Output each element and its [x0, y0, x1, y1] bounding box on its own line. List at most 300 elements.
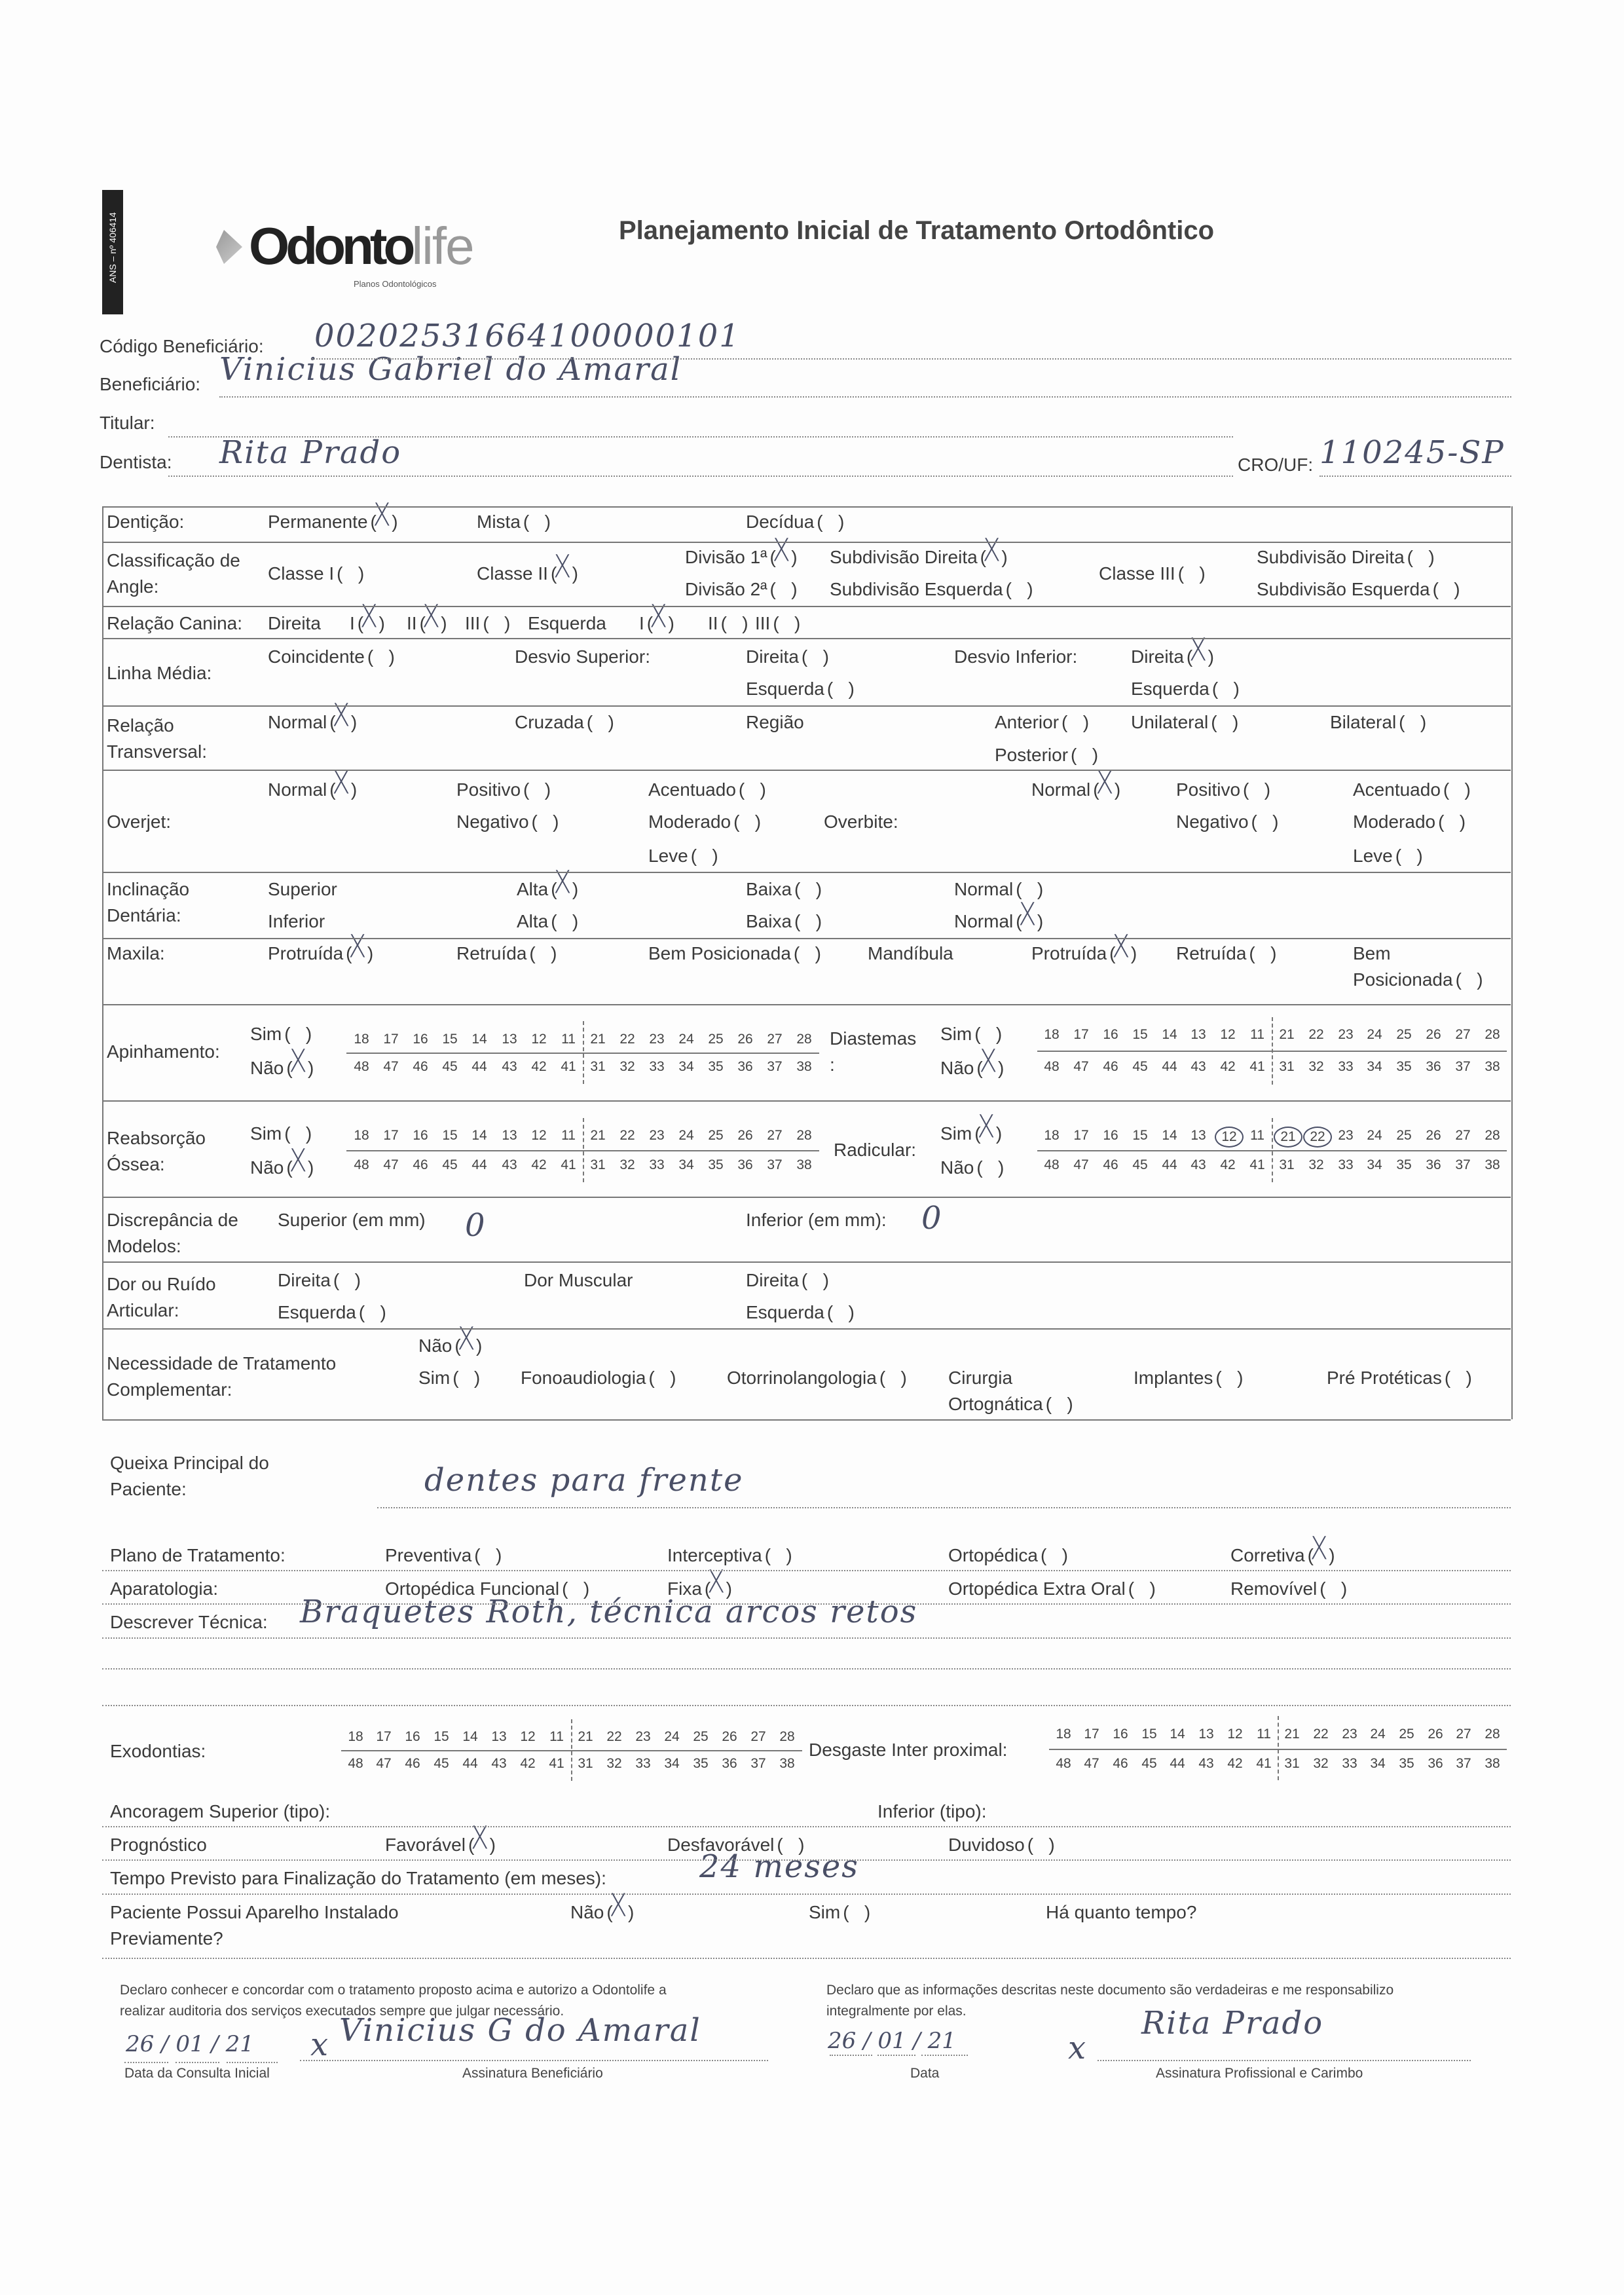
exodontias-tooth-18[interactable]: 18 — [348, 1729, 363, 1744]
reabsorcao-tooth-15[interactable]: 15 — [442, 1128, 458, 1143]
reabsorcao-tooth-45[interactable]: 45 — [442, 1157, 458, 1172]
desgaste-tooth-25[interactable]: 25 — [1399, 1726, 1414, 1742]
desgaste-tooth-15[interactable]: 15 — [1141, 1726, 1157, 1742]
radicular-tooth-34[interactable]: 34 — [1367, 1157, 1382, 1172]
maxila-retruida-option[interactable] — [456, 941, 557, 967]
overjet-moderado-option[interactable] — [648, 809, 761, 835]
apinhamento-tooth-22[interactable]: 22 — [619, 1032, 635, 1047]
diastemas-nao-checkbox[interactable] — [976, 1055, 1004, 1081]
desgaste-tooth-48[interactable]: 48 — [1056, 1756, 1071, 1771]
plano-preventiva-option[interactable] — [385, 1542, 502, 1569]
exodontias-tooth-48[interactable]: 48 — [348, 1756, 363, 1771]
desgaste-tooth-34[interactable]: 34 — [1370, 1756, 1386, 1771]
diastemas-tooth-43[interactable]: 43 — [1190, 1059, 1206, 1074]
maxila-retruida-checkbox[interactable] — [529, 941, 557, 967]
exodontias-tooth-37[interactable]: 37 — [750, 1756, 766, 1771]
necessidade-fono-checkbox[interactable] — [649, 1365, 676, 1391]
radicular-tooth-35[interactable]: 35 — [1396, 1157, 1412, 1172]
apinhamento-tooth-11[interactable]: 11 — [561, 1032, 576, 1047]
dor-direita-checkbox[interactable] — [333, 1267, 361, 1294]
apinhamento-tooth-32[interactable]: 32 — [619, 1059, 635, 1074]
inclinacao-inf-normal-option[interactable] — [954, 908, 1043, 935]
overbite-leve-option[interactable] — [1353, 843, 1423, 869]
plano-ortopedica-checkbox[interactable] — [1041, 1542, 1068, 1569]
apinhamento-tooth-12[interactable]: 12 — [531, 1032, 547, 1047]
diastemas-tooth-45[interactable]: 45 — [1132, 1059, 1148, 1074]
inclinacao-inf-baixa-checkbox[interactable] — [794, 908, 822, 935]
exodontias-tooth-23[interactable]: 23 — [635, 1729, 651, 1744]
overbite-acentuado-checkbox[interactable] — [1443, 777, 1471, 803]
dor-esquerda-checkbox[interactable] — [359, 1299, 386, 1326]
necessidade-cirurgia-checkbox[interactable] — [1046, 1391, 1073, 1417]
exodontias-tooth-26[interactable]: 26 — [722, 1729, 737, 1744]
necessidade-sim-checkbox[interactable] — [452, 1365, 480, 1391]
aparelho-nao-option[interactable] — [570, 1899, 634, 1926]
reabsorcao-nao-checkbox[interactable] — [286, 1155, 314, 1181]
aparelho-sim-option[interactable] — [809, 1899, 870, 1926]
angle-div1-checkbox[interactable] — [770, 544, 798, 570]
transversal-posterior-checkbox[interactable] — [1071, 742, 1098, 768]
diastemas-tooth-17[interactable]: 17 — [1073, 1027, 1089, 1042]
exodontias-tooth-31[interactable]: 31 — [578, 1756, 593, 1771]
canina-e2-option[interactable] — [708, 610, 748, 637]
canina-d2-checkbox[interactable] — [420, 610, 447, 637]
maxila-m-bem-option[interactable] — [1353, 941, 1483, 993]
linha-inf-dir-checkbox[interactable] — [1187, 644, 1214, 670]
aparatologia-extra-option[interactable] — [948, 1576, 1156, 1602]
radicular-tooth-11[interactable]: 11 — [1250, 1128, 1264, 1143]
reabsorcao-tooth-16[interactable]: 16 — [413, 1128, 428, 1143]
reabsorcao-tooth-23[interactable]: 23 — [649, 1128, 665, 1143]
radicular-tooth-24[interactable]: 24 — [1367, 1128, 1382, 1143]
desgaste-tooth-33[interactable]: 33 — [1342, 1756, 1357, 1771]
diastemas-tooth-15[interactable]: 15 — [1132, 1027, 1148, 1042]
apinhamento-nao-option[interactable] — [250, 1055, 314, 1081]
diastemas-tooth-14[interactable]: 14 — [1162, 1027, 1177, 1042]
desgaste-tooth-12[interactable]: 12 — [1227, 1726, 1243, 1742]
reabsorcao-tooth-11[interactable]: 11 — [561, 1128, 576, 1143]
desgaste-tooth-21[interactable]: 21 — [1284, 1726, 1300, 1742]
overjet-negativo-option[interactable] — [456, 809, 559, 835]
plano-ortopedica-option[interactable] — [948, 1542, 1068, 1569]
reabsorcao-tooth-24[interactable]: 24 — [678, 1128, 694, 1143]
dor-direita-option[interactable] — [278, 1267, 361, 1294]
diastemas-tooth-42[interactable]: 42 — [1220, 1059, 1236, 1074]
apinhamento-tooth-23[interactable]: 23 — [649, 1032, 665, 1047]
transversal-anterior-checkbox[interactable] — [1061, 709, 1089, 736]
necessidade-implantes-checkbox[interactable] — [1215, 1365, 1243, 1391]
radicular-tooth-41[interactable]: 41 — [1249, 1157, 1265, 1172]
desgaste-tooth-22[interactable]: 22 — [1313, 1726, 1329, 1742]
diastemas-tooth-31[interactable]: 31 — [1279, 1059, 1295, 1074]
apinhamento-tooth-47[interactable]: 47 — [383, 1059, 399, 1074]
desgaste-tooth-16[interactable]: 16 — [1113, 1726, 1128, 1742]
transversal-cruzada-option[interactable] — [515, 709, 614, 736]
overbite-normal-option[interactable] — [1031, 777, 1120, 803]
angle-subesq1-checkbox[interactable] — [1006, 576, 1033, 603]
angle-subesq3-option[interactable] — [1257, 576, 1460, 603]
apinhamento-tooth-43[interactable]: 43 — [502, 1059, 517, 1074]
linha-inf-dir-option[interactable] — [1131, 644, 1214, 670]
desgaste-tooth-47[interactable]: 47 — [1084, 1756, 1099, 1771]
linha-inf-esq-checkbox[interactable] — [1212, 676, 1240, 702]
exodontias-tooth-36[interactable]: 36 — [722, 1756, 737, 1771]
reabsorcao-tooth-33[interactable]: 33 — [649, 1157, 665, 1172]
overbite-negativo-checkbox[interactable] — [1251, 809, 1279, 835]
radicular-sim-option[interactable] — [940, 1121, 1002, 1147]
necessidade-pre-option[interactable] — [1327, 1365, 1472, 1391]
overjet-positivo-option[interactable] — [456, 777, 551, 803]
angle-subdir1-checkbox[interactable] — [980, 544, 1008, 570]
exodontias-tooth-46[interactable]: 46 — [405, 1756, 420, 1771]
radicular-sim-checkbox[interactable] — [974, 1121, 1002, 1147]
maxila-m-bem-checkbox[interactable] — [1456, 967, 1483, 993]
apinhamento-tooth-33[interactable]: 33 — [649, 1059, 665, 1074]
necessidade-otorrino-checkbox[interactable] — [879, 1365, 907, 1391]
radicular-tooth-16[interactable]: 16 — [1103, 1128, 1118, 1143]
linha-sup-esq-option[interactable] — [746, 676, 855, 702]
reabsorcao-tooth-43[interactable]: 43 — [502, 1157, 517, 1172]
angle-classe2-checkbox[interactable] — [551, 561, 578, 587]
overbite-leve-checkbox[interactable] — [1395, 843, 1423, 869]
radicular-tooth-13[interactable]: 13 — [1190, 1128, 1206, 1143]
desgaste-tooth-44[interactable]: 44 — [1170, 1756, 1185, 1771]
denticao-decidua-checkbox[interactable] — [817, 509, 844, 535]
reabsorcao-tooth-14[interactable]: 14 — [471, 1128, 487, 1143]
linha-sup-esq-checkbox[interactable] — [827, 676, 855, 702]
desgaste-tooth-18[interactable]: 18 — [1056, 1726, 1071, 1742]
apinhamento-tooth-25[interactable]: 25 — [708, 1032, 724, 1047]
canina-d3-checkbox[interactable] — [483, 610, 510, 637]
aparatologia-removivel-option[interactable] — [1230, 1576, 1347, 1602]
diastemas-tooth-37[interactable]: 37 — [1455, 1059, 1471, 1074]
canina-d1-option[interactable] — [350, 610, 385, 637]
reabsorcao-tooth-47[interactable]: 47 — [383, 1157, 399, 1172]
aparelho-nao-checkbox[interactable] — [606, 1899, 634, 1926]
dor-m-esquerda-option[interactable] — [746, 1299, 855, 1326]
overjet-acentuado-option[interactable] — [648, 777, 766, 803]
apinhamento-tooth-28[interactable]: 28 — [796, 1032, 812, 1047]
desgaste-tooth-31[interactable]: 31 — [1284, 1756, 1300, 1771]
diastemas-tooth-18[interactable]: 18 — [1044, 1027, 1060, 1042]
reabsorcao-tooth-27[interactable]: 27 — [767, 1128, 783, 1143]
overbite-moderado-checkbox[interactable] — [1438, 809, 1466, 835]
reabsorcao-tooth-36[interactable]: 36 — [737, 1157, 753, 1172]
linha-sup-dir-checkbox[interactable] — [802, 644, 829, 670]
exodontias-tooth-38[interactable]: 38 — [779, 1756, 795, 1771]
radicular-tooth-18[interactable]: 18 — [1044, 1128, 1060, 1143]
desgaste-tooth-11[interactable]: 11 — [1257, 1726, 1271, 1742]
transversal-bilateral-option[interactable] — [1330, 709, 1426, 736]
necessidade-implantes-option[interactable] — [1134, 1365, 1243, 1391]
desgaste-tooth-28[interactable]: 28 — [1485, 1726, 1500, 1742]
diastemas-tooth-11[interactable]: 11 — [1250, 1027, 1264, 1042]
canina-d1-checkbox[interactable] — [358, 610, 385, 637]
maxila-m-retruida-checkbox[interactable] — [1249, 941, 1276, 967]
reabsorcao-tooth-25[interactable]: 25 — [708, 1128, 724, 1143]
radicular-tooth-14[interactable]: 14 — [1162, 1128, 1177, 1143]
radicular-tooth-12[interactable]: 12 — [1215, 1127, 1244, 1148]
angle-classe1-checkbox[interactable] — [337, 561, 364, 587]
radicular-tooth-22[interactable]: 22 — [1303, 1127, 1332, 1148]
diastemas-tooth-16[interactable]: 16 — [1103, 1027, 1118, 1042]
radicular-tooth-23[interactable]: 23 — [1338, 1128, 1354, 1143]
exodontias-tooth-14[interactable]: 14 — [462, 1729, 478, 1744]
overbite-positivo-option[interactable] — [1176, 777, 1270, 803]
desgaste-tooth-32[interactable]: 32 — [1313, 1756, 1329, 1771]
apinhamento-tooth-34[interactable]: 34 — [678, 1059, 694, 1074]
necessidade-sim-option[interactable] — [418, 1365, 480, 1391]
canina-e1-checkbox[interactable] — [647, 610, 674, 637]
transversal-bilateral-checkbox[interactable] — [1399, 709, 1426, 736]
dor-m-esquerda-checkbox[interactable] — [827, 1299, 855, 1326]
exodontias-tooth-12[interactable]: 12 — [520, 1729, 536, 1744]
aparatologia-removivel-checkbox[interactable] — [1320, 1576, 1347, 1602]
necessidade-nao-checkbox[interactable] — [454, 1333, 482, 1359]
apinhamento-tooth-17[interactable]: 17 — [383, 1032, 399, 1047]
necessidade-pre-checkbox[interactable] — [1445, 1365, 1472, 1391]
exodontias-tooth-17[interactable]: 17 — [376, 1729, 392, 1744]
apinhamento-tooth-15[interactable]: 15 — [442, 1032, 458, 1047]
linha-sup-dir-option[interactable] — [746, 644, 829, 670]
apinhamento-tooth-35[interactable]: 35 — [708, 1059, 724, 1074]
reabsorcao-tooth-38[interactable]: 38 — [796, 1157, 812, 1172]
linha-coincidente-option[interactable] — [268, 644, 395, 670]
apinhamento-tooth-38[interactable]: 38 — [796, 1059, 812, 1074]
angle-subesq1-option[interactable] — [830, 576, 1033, 603]
exodontias-tooth-47[interactable]: 47 — [376, 1756, 392, 1771]
prognostico-duvidoso-option[interactable] — [948, 1832, 1055, 1858]
angle-div2-checkbox[interactable] — [770, 576, 798, 603]
apinhamento-tooth-21[interactable]: 21 — [590, 1032, 606, 1047]
diastemas-tooth-27[interactable]: 27 — [1455, 1027, 1471, 1042]
desgaste-tooth-36[interactable]: 36 — [1428, 1756, 1443, 1771]
overjet-leve-option[interactable] — [648, 843, 718, 869]
transversal-anterior-option[interactable] — [995, 709, 1089, 736]
radicular-tooth-25[interactable]: 25 — [1396, 1128, 1412, 1143]
diastemas-tooth-44[interactable]: 44 — [1162, 1059, 1177, 1074]
necessidade-cirurgia-option[interactable] — [948, 1365, 1073, 1417]
radicular-tooth-17[interactable]: 17 — [1073, 1128, 1089, 1143]
radicular-tooth-48[interactable]: 48 — [1044, 1157, 1060, 1172]
overjet-positivo-checkbox[interactable] — [523, 777, 551, 803]
radicular-tooth-44[interactable]: 44 — [1162, 1157, 1177, 1172]
dor-m-direita-option[interactable] — [746, 1267, 829, 1294]
inclinacao-sup-alta-checkbox[interactable] — [551, 876, 578, 903]
reabsorcao-tooth-28[interactable]: 28 — [796, 1128, 812, 1143]
desgaste-tooth-45[interactable]: 45 — [1141, 1756, 1157, 1771]
reabsorcao-tooth-17[interactable]: 17 — [383, 1128, 399, 1143]
transversal-posterior-option[interactable] — [995, 742, 1098, 768]
reabsorcao-tooth-18[interactable]: 18 — [354, 1128, 369, 1143]
exodontias-tooth-11[interactable]: 11 — [549, 1729, 564, 1744]
overjet-normal-checkbox[interactable] — [329, 777, 357, 803]
prognostico-duvidoso-checkbox[interactable] — [1027, 1832, 1055, 1858]
overbite-negativo-option[interactable] — [1176, 809, 1279, 835]
radicular-tooth-46[interactable]: 46 — [1103, 1157, 1118, 1172]
apinhamento-tooth-41[interactable]: 41 — [561, 1059, 576, 1074]
exodontias-tooth-27[interactable]: 27 — [750, 1729, 766, 1744]
reabsorcao-tooth-21[interactable]: 21 — [590, 1128, 606, 1143]
radicular-tooth-36[interactable]: 36 — [1426, 1157, 1441, 1172]
desgaste-tooth-38[interactable]: 38 — [1485, 1756, 1500, 1771]
angle-subdir3-option[interactable] — [1257, 544, 1435, 570]
angle-classe3-option[interactable] — [1099, 561, 1206, 587]
diastemas-tooth-13[interactable]: 13 — [1190, 1027, 1206, 1042]
inclinacao-sup-baixa-checkbox[interactable] — [794, 876, 822, 903]
canina-e1-option[interactable] — [639, 610, 674, 637]
canina-d2-option[interactable] — [407, 610, 447, 637]
plano-corretiva-option[interactable] — [1230, 1542, 1335, 1569]
diastemas-tooth-34[interactable]: 34 — [1367, 1059, 1382, 1074]
overjet-acentuado-checkbox[interactable] — [739, 777, 766, 803]
desgaste-tooth-23[interactable]: 23 — [1342, 1726, 1357, 1742]
apinhamento-tooth-26[interactable]: 26 — [737, 1032, 753, 1047]
diastemas-tooth-28[interactable]: 28 — [1485, 1027, 1500, 1042]
maxila-m-retruida-option[interactable] — [1176, 941, 1276, 967]
overbite-acentuado-option[interactable] — [1353, 777, 1471, 803]
desgaste-tooth-37[interactable]: 37 — [1456, 1756, 1471, 1771]
exodontias-tooth-16[interactable]: 16 — [405, 1729, 420, 1744]
apinhamento-tooth-42[interactable]: 42 — [531, 1059, 547, 1074]
canina-e3-checkbox[interactable] — [773, 610, 800, 637]
angle-classe1-option[interactable] — [268, 561, 364, 587]
radicular-tooth-28[interactable]: 28 — [1485, 1128, 1500, 1143]
plano-interceptiva-checkbox[interactable] — [765, 1542, 792, 1569]
radicular-tooth-37[interactable]: 37 — [1455, 1157, 1471, 1172]
radicular-nao-checkbox[interactable] — [976, 1155, 1004, 1181]
desgaste-tooth-35[interactable]: 35 — [1399, 1756, 1414, 1771]
linha-coincidente-checkbox[interactable] — [367, 644, 395, 670]
transversal-normal-option[interactable] — [268, 709, 357, 736]
overbite-moderado-option[interactable] — [1353, 809, 1466, 835]
linha-inf-esq-option[interactable] — [1131, 676, 1240, 702]
desgaste-tooth-27[interactable]: 27 — [1456, 1726, 1471, 1742]
apinhamento-tooth-16[interactable]: 16 — [413, 1032, 428, 1047]
radicular-tooth-33[interactable]: 33 — [1338, 1157, 1354, 1172]
canina-e3-option[interactable] — [755, 610, 800, 637]
inclinacao-inf-normal-checkbox[interactable] — [1016, 908, 1043, 935]
apinhamento-tooth-36[interactable]: 36 — [737, 1059, 753, 1074]
necessidade-nao-option[interactable] — [418, 1333, 482, 1359]
aparelho-sim-checkbox[interactable] — [843, 1899, 870, 1926]
diastemas-tooth-21[interactable]: 21 — [1279, 1027, 1295, 1042]
diastemas-tooth-25[interactable]: 25 — [1396, 1027, 1412, 1042]
canina-e2-checkbox[interactable] — [721, 610, 748, 637]
maxila-protruida-checkbox[interactable] — [346, 941, 373, 967]
radicular-tooth-38[interactable]: 38 — [1485, 1157, 1500, 1172]
diastemas-tooth-48[interactable]: 48 — [1044, 1059, 1060, 1074]
angle-subdir1-option[interactable] — [830, 544, 1008, 570]
reabsorcao-tooth-41[interactable]: 41 — [561, 1157, 576, 1172]
angle-div1-option[interactable] — [685, 544, 798, 570]
angle-subdir3-checkbox[interactable] — [1407, 544, 1435, 570]
canina-d3-option[interactable] — [465, 610, 510, 637]
apinhamento-tooth-24[interactable]: 24 — [678, 1032, 694, 1047]
exodontias-tooth-41[interactable]: 41 — [549, 1756, 564, 1771]
exodontias-tooth-44[interactable]: 44 — [462, 1756, 478, 1771]
transversal-unilateral-checkbox[interactable] — [1211, 709, 1238, 736]
angle-div2-option[interactable] — [685, 576, 798, 603]
desgaste-tooth-24[interactable]: 24 — [1370, 1726, 1386, 1742]
desgaste-tooth-46[interactable]: 46 — [1113, 1756, 1128, 1771]
denticao-permanente-checkbox[interactable] — [371, 509, 398, 535]
angle-subesq3-checkbox[interactable] — [1433, 576, 1460, 603]
diastemas-tooth-33[interactable]: 33 — [1338, 1059, 1354, 1074]
denticao-decidua-option[interactable] — [746, 509, 844, 535]
radicular-tooth-26[interactable]: 26 — [1426, 1128, 1441, 1143]
desgaste-tooth-42[interactable]: 42 — [1227, 1756, 1243, 1771]
reabsorcao-tooth-32[interactable]: 32 — [619, 1157, 635, 1172]
apinhamento-tooth-45[interactable]: 45 — [442, 1059, 458, 1074]
overjet-negativo-checkbox[interactable] — [532, 809, 559, 835]
diastemas-tooth-12[interactable]: 12 — [1220, 1027, 1236, 1042]
diastemas-tooth-32[interactable]: 32 — [1308, 1059, 1324, 1074]
diastemas-tooth-26[interactable]: 26 — [1426, 1027, 1441, 1042]
diastemas-tooth-38[interactable]: 38 — [1485, 1059, 1500, 1074]
transversal-unilateral-option[interactable] — [1131, 709, 1238, 736]
prognostico-favoravel-checkbox[interactable] — [468, 1832, 496, 1858]
necessidade-otorrino-option[interactable] — [727, 1365, 907, 1391]
desgaste-tooth-41[interactable]: 41 — [1256, 1756, 1272, 1771]
plano-preventiva-checkbox[interactable] — [474, 1542, 502, 1569]
apinhamento-tooth-48[interactable]: 48 — [354, 1059, 369, 1074]
transversal-normal-checkbox[interactable] — [329, 709, 357, 736]
reabsorcao-tooth-13[interactable]: 13 — [502, 1128, 517, 1143]
reabsorcao-tooth-26[interactable]: 26 — [737, 1128, 753, 1143]
apinhamento-tooth-18[interactable]: 18 — [354, 1032, 369, 1047]
diastemas-tooth-36[interactable]: 36 — [1426, 1059, 1441, 1074]
maxila-m-protruida-option[interactable] — [1031, 941, 1137, 967]
exodontias-tooth-32[interactable]: 32 — [606, 1756, 622, 1771]
exodontias-tooth-25[interactable]: 25 — [693, 1729, 709, 1744]
maxila-bem-option[interactable] — [648, 941, 821, 967]
maxila-protruida-option[interactable] — [268, 941, 373, 967]
exodontias-tooth-43[interactable]: 43 — [491, 1756, 507, 1771]
diastemas-tooth-47[interactable]: 47 — [1073, 1059, 1089, 1074]
radicular-tooth-45[interactable]: 45 — [1132, 1157, 1148, 1172]
reabsorcao-tooth-22[interactable]: 22 — [619, 1128, 635, 1143]
apinhamento-tooth-13[interactable]: 13 — [502, 1032, 517, 1047]
inclinacao-inf-baixa-option[interactable] — [746, 908, 822, 935]
exodontias-tooth-35[interactable]: 35 — [693, 1756, 709, 1771]
radicular-nao-option[interactable] — [940, 1155, 1004, 1181]
desgaste-tooth-13[interactable]: 13 — [1198, 1726, 1214, 1742]
diastemas-tooth-22[interactable]: 22 — [1308, 1027, 1324, 1042]
inclinacao-inf-alta-checkbox[interactable] — [551, 908, 578, 935]
exodontias-tooth-45[interactable]: 45 — [434, 1756, 449, 1771]
radicular-tooth-21[interactable]: 21 — [1274, 1127, 1302, 1148]
plano-interceptiva-option[interactable] — [667, 1542, 792, 1569]
radicular-tooth-43[interactable]: 43 — [1190, 1157, 1206, 1172]
denticao-mista-checkbox[interactable] — [523, 509, 551, 535]
inclinacao-sup-alta-option[interactable] — [517, 876, 578, 903]
reabsorcao-tooth-34[interactable]: 34 — [678, 1157, 694, 1172]
reabsorcao-tooth-37[interactable]: 37 — [767, 1157, 783, 1172]
exodontias-tooth-33[interactable]: 33 — [635, 1756, 651, 1771]
exodontias-tooth-34[interactable]: 34 — [664, 1756, 680, 1771]
inclinacao-sup-baixa-option[interactable] — [746, 876, 822, 903]
reabsorcao-tooth-46[interactable]: 46 — [413, 1157, 428, 1172]
radicular-tooth-47[interactable]: 47 — [1073, 1157, 1089, 1172]
desgaste-tooth-26[interactable]: 26 — [1428, 1726, 1443, 1742]
angle-classe3-checkbox[interactable] — [1178, 561, 1206, 587]
exodontias-tooth-15[interactable]: 15 — [434, 1729, 449, 1744]
radicular-tooth-15[interactable]: 15 — [1132, 1128, 1148, 1143]
overbite-normal-checkbox[interactable] — [1093, 777, 1120, 803]
exodontias-tooth-21[interactable]: 21 — [578, 1729, 593, 1744]
apinhamento-tooth-31[interactable]: 31 — [590, 1059, 606, 1074]
